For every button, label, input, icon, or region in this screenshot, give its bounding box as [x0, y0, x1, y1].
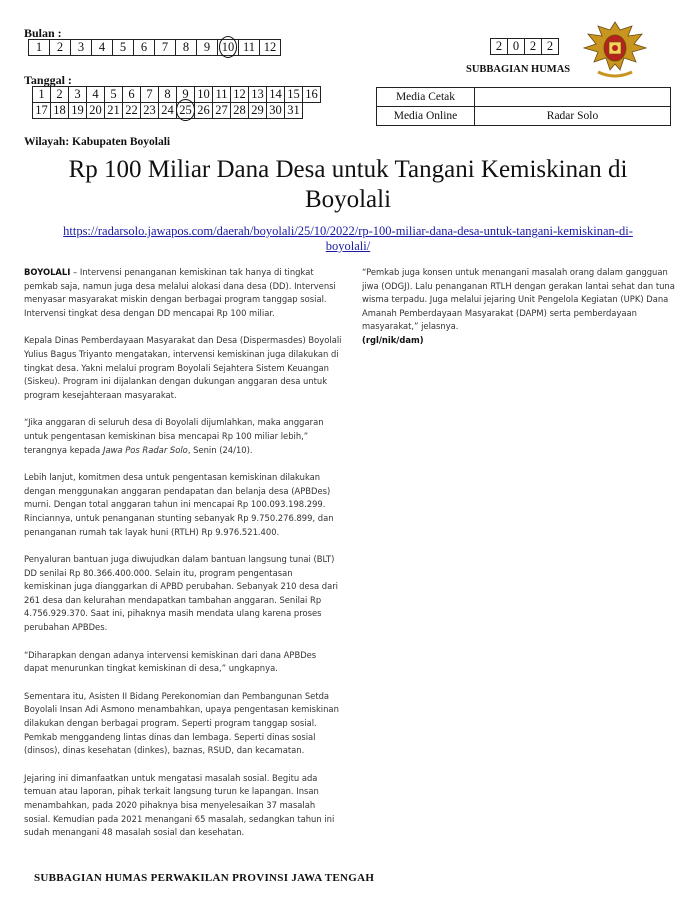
month-cell-label: 3 — [77, 40, 85, 54]
day-cell-27 — [213, 103, 231, 119]
media-table — [376, 87, 671, 126]
day-cell-28 — [231, 103, 249, 119]
month-cell-2 — [50, 40, 71, 56]
day-cell-11 — [213, 87, 231, 103]
region-label: Wilayah: Kabupaten Boyolali — [24, 136, 171, 148]
media-cetak-value — [475, 88, 671, 107]
paragraph-7: Sementara itu, Asisten II Bidang Perekonomian dan Pembangunan Setda Boyolali Insan Adi Asmono menambahkan, upaya pengentasan kemiskinan dilakukan dengan berbagai program. Seperti program tanggap sosial. Pemkab menggandeng lintas dinas dan lembaga. Seperti dinas sosial (dinsos), dinas kesehatan (dinkes), baznas, RSUD, dan kecamatan. — [24, 690, 339, 756]
year-digit-label: 2 — [529, 39, 537, 53]
month-cell-5 — [113, 40, 134, 56]
month-cell-label: 7 — [161, 40, 169, 54]
month-cell-label: 5 — [119, 40, 127, 54]
day-cell-label: 26 — [197, 103, 210, 117]
paragraph-6: “Diharapkan dengan adanya intervensi kemiskinan dari dana APBDes dapat menurunkan tingkat kemiskinan di desa,” ungkapnya. — [24, 649, 317, 674]
day-cell-10 — [195, 87, 213, 103]
day-cell-15 — [285, 87, 303, 103]
day-cell-23 — [141, 103, 159, 119]
day-cell-18 — [51, 103, 69, 119]
day-cell-label: 22 — [125, 103, 138, 117]
paragraph-3-end: , Senin (24/10). — [187, 444, 253, 455]
month-cell-label: 9 — [203, 40, 211, 54]
day-grid — [32, 86, 321, 119]
day-cell-29 — [249, 103, 267, 119]
day-cell-2 — [51, 87, 69, 103]
org-label: SUBBAGIAN HUMAS — [466, 64, 571, 75]
month-cell-label: 4 — [98, 40, 106, 54]
day-cell-label: 5 — [110, 87, 117, 101]
month-cell-4 — [92, 40, 113, 56]
day-cell-26 — [195, 103, 213, 119]
month-cell-12 — [260, 40, 281, 56]
paragraph-3 — [24, 416, 342, 457]
month-cell-label: 12 — [263, 40, 277, 54]
paragraph-8: Jejaring ini dimanfaatkan untuk mengatasi masalah sosial. Begitu ada temuan atau laporan, pihak terkait langsung turun ke lapangan. Insan menambahkan, pada 2020 pihaknya bisa menyelesaikan 37 masalah sosial. Kemudian pada 2021 menangani 65 masalah, sedangkan tahun ini sudah menangani 48 masalah sosial dan kesehatan. — [24, 772, 335, 838]
day-cell-label: 21 — [107, 103, 120, 117]
month-cell-label: 10 — [221, 40, 235, 54]
day-cell-19 — [69, 103, 87, 119]
day-cell-label: 30 — [269, 103, 282, 117]
day-cell-14 — [267, 87, 285, 103]
dateline: BOYOLALI — [24, 267, 71, 277]
garuda-emblem-icon — [580, 18, 650, 80]
day-cell-label: 10 — [197, 87, 210, 101]
day-cell-label: 4 — [92, 87, 99, 101]
year-grid — [490, 38, 559, 55]
day-cell-label: 7 — [146, 87, 153, 101]
year-digit-2 — [542, 39, 559, 55]
day-cell-label: 31 — [287, 103, 300, 117]
day-cell-label: 27 — [215, 103, 228, 117]
day-cell-30 — [267, 103, 285, 119]
day-cell-22 — [123, 103, 141, 119]
day-cell-label: 17 — [35, 103, 48, 117]
day-cell-21 — [105, 103, 123, 119]
title-line-2: Boyolali — [304, 186, 392, 213]
month-cell-7 — [155, 40, 176, 56]
tanggal-label: Tanggal : — [24, 73, 72, 87]
day-cell-label: 18 — [53, 103, 66, 117]
month-cell-8 — [176, 40, 197, 56]
day-cell-label: 9 — [182, 87, 189, 101]
day-cell-label: 25 — [179, 103, 192, 117]
day-cell-label: 8 — [164, 87, 171, 101]
source-link[interactable] — [20, 224, 676, 254]
media-cetak-label: Media Cetak — [377, 88, 475, 107]
month-cell-10 — [218, 40, 239, 56]
month-cell-label: 11 — [242, 40, 256, 54]
article-title — [20, 155, 676, 215]
day-cell-label: 11 — [215, 87, 228, 101]
year-digit-2 — [491, 39, 508, 55]
paragraph-3-text: “Jika anggaran di seluruh desa di Boyolali dijumlahkan, maka anggaran untuk pengentasan kemiskinan bisa mencapai Rp 100 miliar lebih,” terangnya kepada — [24, 417, 324, 455]
day-cell-6 — [123, 87, 141, 103]
media-online-label: Media Online — [377, 107, 475, 126]
signoff: (rgl/nik/dam) — [362, 334, 424, 345]
day-cell-label: 19 — [71, 103, 84, 117]
day-cell-label: 20 — [89, 103, 102, 117]
month-grid — [28, 39, 281, 56]
day-cell-31 — [285, 103, 303, 119]
month-cell-label: 6 — [140, 40, 148, 54]
year-digit-label: 2 — [495, 39, 503, 53]
day-cell-17 — [33, 103, 51, 119]
paragraph-2: Kepala Dinas Pemberdayaan Masyarakat dan Desa (Dispermasdes) Boyolali Yulius Bagus Triyanto mengatakan, intervensi kemiskinan juga dilakukan di tingkat desa. Yakni melalui program Boyolali Sejahtera Sistem Keuangan (Siskeu). Program ini dijalankan dengan dukungan anggaran desa untuk program kesejahteraan masyarakat. — [24, 335, 342, 400]
day-cell-label: 28 — [233, 103, 246, 117]
day-cell-label: 3 — [74, 87, 81, 101]
day-cell-7 — [141, 87, 159, 103]
paragraph-5: Penyaluran bantuan juga diwujudkan dalam bantuan langsung tunai (BLT) DD senilai Rp 80.366.400.000. Selain itu, program pengentasan kemiskinan juga dianggarkan di APBD perubahan. Sebanyak 210 desa dari 261 desa dan kelurahan mendapatkan tambahan anggaran. Senilai Rp 4.756.929.370. Saat ini, pihaknya masih mendata ulang karena proses perubahan APBDes. — [24, 554, 338, 633]
month-cell-9 — [197, 40, 218, 56]
day-cell-label: 29 — [251, 103, 264, 117]
article-column-right — [362, 266, 678, 348]
day-cell-1 — [33, 87, 51, 103]
paragraph-9: “Pemkab juga konsen untuk menangani masalah orang dalam gangguan jiwa (ODGJ). Lalu penanganan RTLH dengan gerakan lantai sehat dan tuna wisma terpadu. Juga melalui jejaring Unit Pengelola Kegiatan (UPK) Dana Amanah Pemberdayaan Masyarakat (DAPM) serta pemberdayaan masyarakat,” jelasnya. — [362, 267, 675, 332]
bulan-label: Bulan : — [24, 26, 62, 40]
day-cell-label: 23 — [143, 103, 156, 117]
day-cell-20 — [87, 103, 105, 119]
month-cell-3 — [71, 40, 92, 56]
month-cell-6 — [134, 40, 155, 56]
day-cell-label: 12 — [233, 87, 246, 101]
month-cell-label: 1 — [35, 40, 43, 54]
title-line-1: Rp 100 Miliar Dana Desa untuk Tangani Kemiskinan di — [68, 156, 628, 183]
day-cell-25 — [177, 103, 195, 119]
day-cell-label: 13 — [251, 87, 264, 101]
link-line-2[interactable]: boyolali/ — [325, 239, 371, 253]
day-cell-label: 6 — [128, 87, 135, 101]
footer-label: SUBBAGIAN HUMAS PERWAKILAN PROVINSI JAWA TENGAH — [34, 872, 375, 884]
day-cell-12 — [231, 87, 249, 103]
day-cell-8 — [159, 87, 177, 103]
day-cell-label: 2 — [56, 87, 63, 101]
year-digit-0 — [508, 39, 525, 55]
article-column-left — [24, 266, 342, 854]
day-cell-5 — [105, 87, 123, 103]
day-cell-4 — [87, 87, 105, 103]
day-cell-label: 15 — [287, 87, 300, 101]
month-cell-11 — [239, 40, 260, 56]
media-online-value: Radar Solo — [475, 107, 671, 126]
paragraph-4: Lebih lanjut, komitmen desa untuk pengentasan kemiskinan dilakukan dengan menggunakan anggaran pendapatan dan belanja desa (APBDes) murni. Dengan total anggaran tahun ini mencapai Rp 100.093.198.299. Rinciannya, untuk penanganan stunting sebanyak Rp 9.750.276.899, dan penanganan rumah tak layak huni (RTLH) Rp 9.976.521.400. — [24, 472, 334, 537]
year-digit-label: 2 — [546, 39, 554, 53]
year-digit-label: 0 — [512, 39, 520, 53]
paragraph-1 — [24, 266, 342, 320]
day-cell-label: 16 — [305, 87, 318, 101]
year-digit-2 — [525, 39, 542, 55]
day-cell-3 — [69, 87, 87, 103]
day-cell-24 — [159, 103, 177, 119]
day-cell-label: 14 — [269, 87, 282, 101]
month-cell-1 — [29, 40, 50, 56]
month-cell-label: 2 — [56, 40, 64, 54]
day-cell-13 — [249, 87, 267, 103]
day-cell-16 — [303, 87, 321, 103]
publication-name: Jawa Pos Radar Solo — [102, 444, 188, 455]
day-cell-label: 1 — [38, 87, 45, 101]
link-line-1[interactable]: https://radarsolo.jawapos.com/daerah/boyolali/25/10/2022/rp-100-miliar-dana-desa-untuk-tangani-kemiskinan-di- — [63, 224, 633, 238]
paragraph-1-text: – Intervensi penanganan kemiskinan tak hanya di tingkat pemkab saja, namun juga desa melalui alokasi dana desa (DD). Intervensi menyasar masyarakat miskin dengan berbagai program tanggap sosial. Intervensi tingkat desa dengan DD mencapai Rp 100 miliar. — [24, 267, 336, 318]
day-cell-label: 24 — [161, 103, 174, 117]
month-cell-label: 8 — [182, 40, 190, 54]
